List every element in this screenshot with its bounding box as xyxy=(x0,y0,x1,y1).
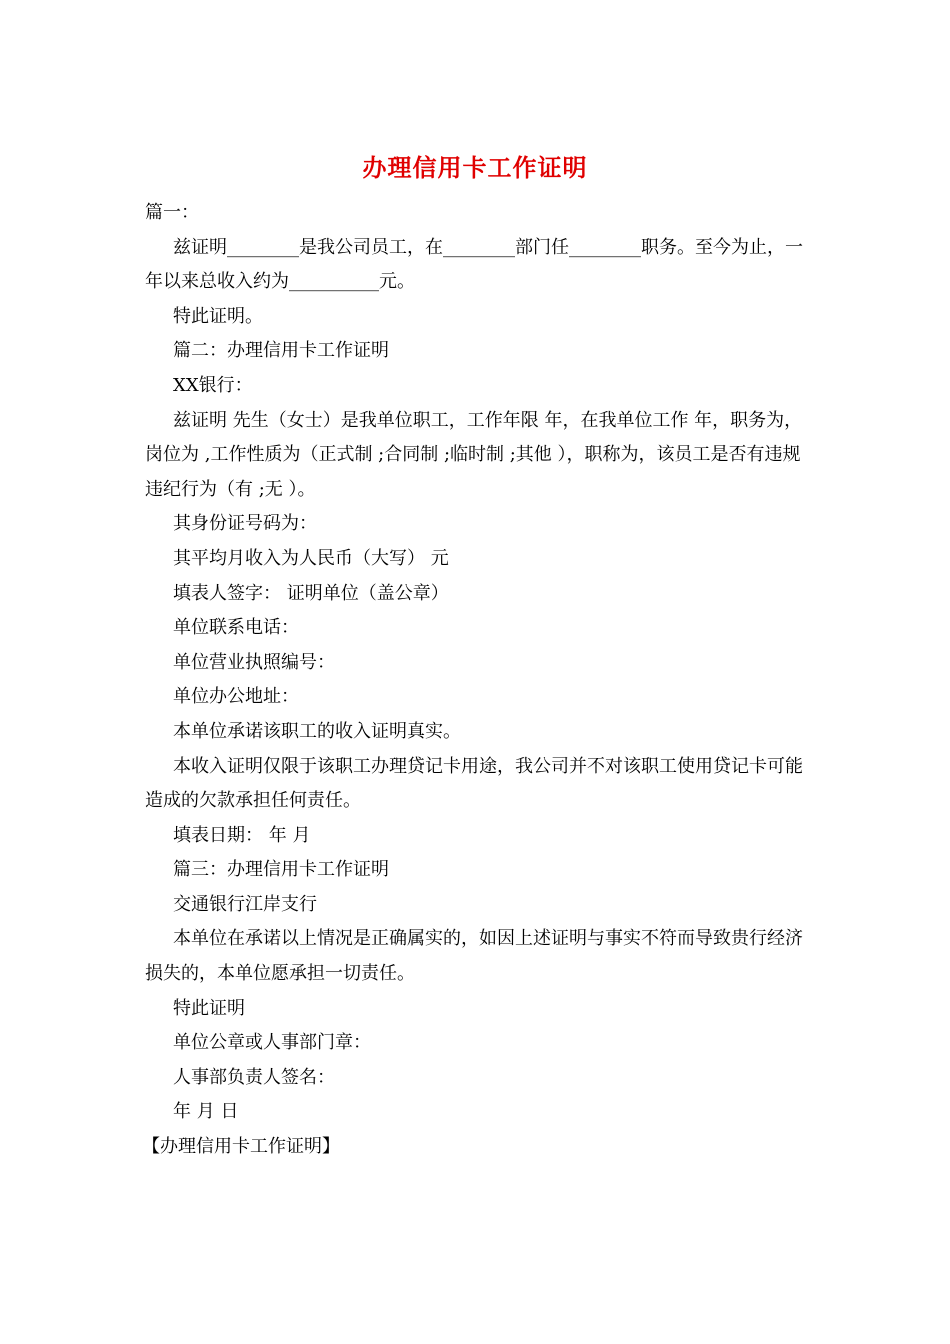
paragraph-office-address: 单位办公地址： xyxy=(173,686,299,708)
paragraph-section-three-heading: 篇三：办理信用卡工作证明 xyxy=(173,859,389,881)
document-title: 办理信用卡工作证明 xyxy=(362,153,588,182)
paragraph-hereby-certify-two: 特此证明 xyxy=(173,997,245,1019)
paragraph-section-one-heading: 篇一： xyxy=(145,202,199,223)
paragraph-employee-details: 兹证明 先生（女士）是我单位职工，工作年限 年，在我单位工作 年，职务为，岗位为 ,工作性质为（正式制 ;合同制 ;临时制 ;其他 ），职称为，该员工是否有违规违纪行为（有 ;无 ）。 xyxy=(145,409,803,500)
paragraph-hereby-certify: 特此证明。 xyxy=(173,305,263,327)
footer-tag: 【办理信用卡工作证明】 xyxy=(142,1136,340,1158)
paragraph-seal-line: 单位公章或人事部门章： xyxy=(173,1032,371,1054)
paragraph-hr-signature: 人事部负责人签名： xyxy=(173,1066,335,1088)
document-body xyxy=(142,196,815,1165)
paragraph-date-line: 年 月 日 xyxy=(173,1101,239,1123)
paragraph-contact-phone: 单位联系电话： xyxy=(173,617,299,639)
paragraph-bank-addressee: XX银行： xyxy=(173,374,253,396)
paragraph-usage-disclaimer: 本收入证明仅限于该职工办理贷记卡用途，我公司并不对该职工使用贷记卡可能造成的欠款承担任何责任。 xyxy=(145,755,803,812)
paragraph-income-promise: 本单位承诺该职工的收入证明真实。 xyxy=(173,720,461,742)
paragraph-signature-line: 填表人签字： 证明单位（盖公章） xyxy=(173,582,449,604)
paragraph-fill-date: 填表日期： 年 月 xyxy=(173,824,311,846)
paragraph-employment-statement: 兹证明________是我公司员工，在________部门任________职务。至今为止，一年以来总收入约为__________元。 xyxy=(145,236,803,293)
paragraph-id-number: 其身份证号码为： xyxy=(173,513,317,535)
paragraph-monthly-income: 其平均月收入为人民币（大写） 元 xyxy=(173,547,449,569)
paragraph-liability-statement: 本单位在承诺以上情况是正确属实的，如因上述证明与事实不符而导致贵行经济损失的，本单位愿承担一切责任。 xyxy=(145,928,803,985)
paragraph-license-number: 单位营业执照编号： xyxy=(173,651,335,673)
paragraph-bank-branch: 交通银行江岸支行 xyxy=(173,893,317,915)
paragraph-section-two-heading: 篇二：办理信用卡工作证明 xyxy=(173,340,389,362)
